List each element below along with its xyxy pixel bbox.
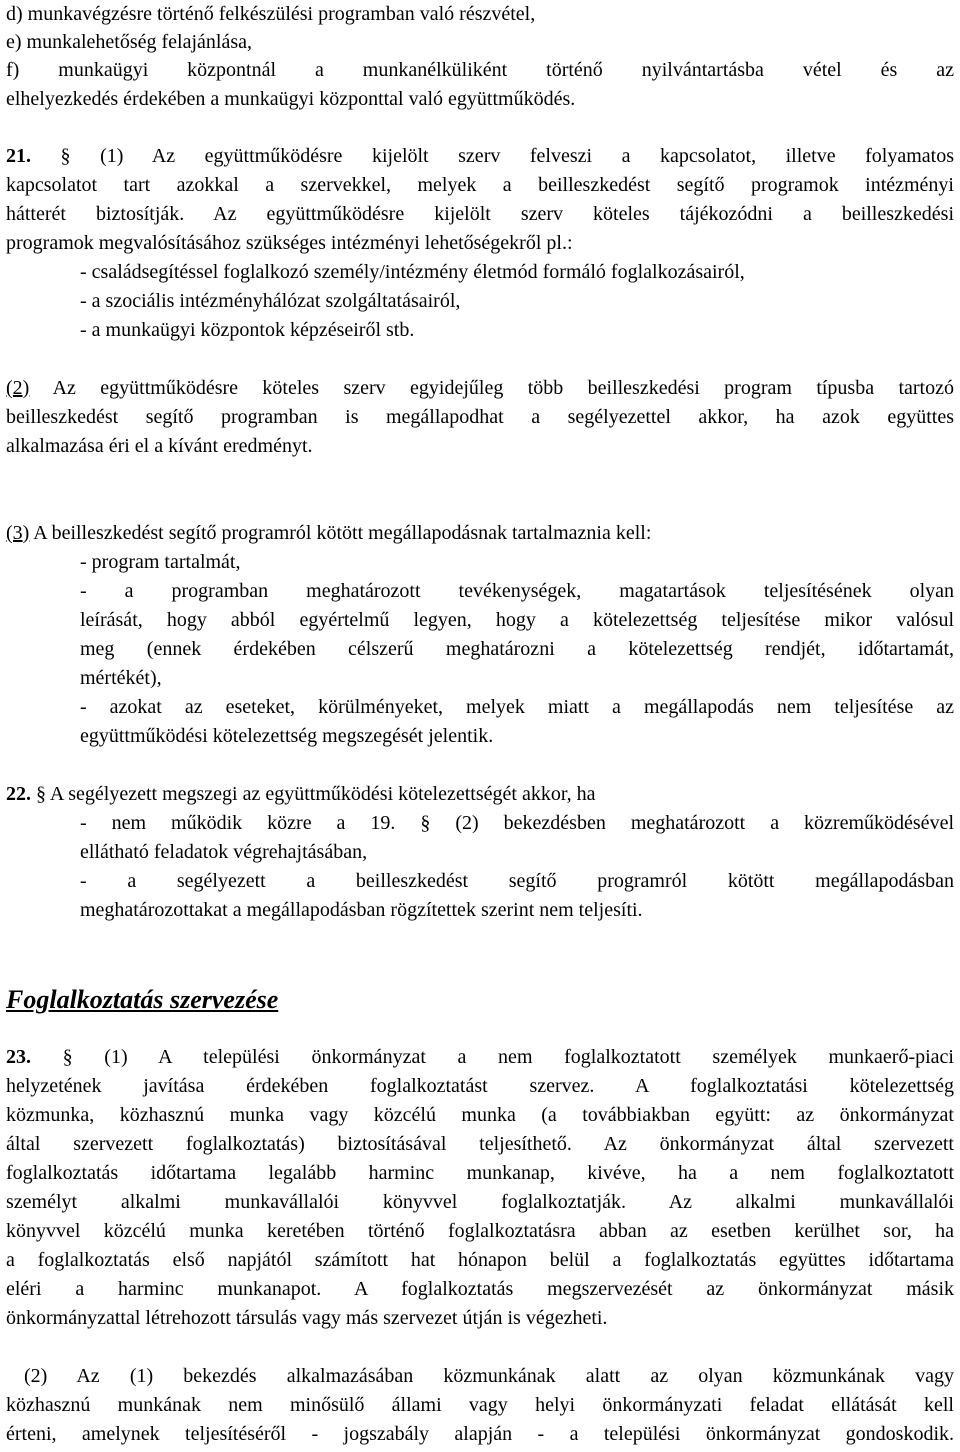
section-23-line-9: eléri a harminc munkanapot. A foglalkoztatás megszervezését az önkormányzat másik: [6, 1278, 954, 1300]
paragraph-text: Az együttműködésre köteles szerv egyidejűleg több beilleszkedési program típusba tartozó: [29, 377, 954, 399]
section-23-line-4: által szervezett foglalkoztatás) biztosításával teljesíthető. Az önkormányzat által szervezett: [6, 1133, 954, 1155]
section-23-paragraph-2-line-2: közhasznú munkának nem minősülő állami vagy helyi önkormányzati feladat ellátását kell: [6, 1394, 954, 1416]
section-text: § A segélyezett megszegi az együttműködési kötelezettségét akkor, ha: [31, 783, 596, 805]
section-22-bullet-2-line-1: - a segélyezett a beilleszkedést segítő programról kötött megállapodásban: [80, 870, 954, 892]
section-21-bullet-3: - a munkaügyi központok képzéseiről stb.: [80, 319, 415, 341]
section-22-bullet-1-line-1: - nem működik közre a 19. § (2) bekezdésben meghatározott a közreműködésével: [80, 812, 954, 834]
list-item-f-cont: elhelyezkedés érdekében a munkaügyi központtal való együttműködés.: [6, 88, 576, 110]
section-22-bullet-2-line-2: meghatározottakat a megállapodásban rögzítettek szerint nem teljesíti.: [80, 899, 643, 921]
paragraph-2-line-1: [6, 374, 954, 403]
paragraph-3-bullet-2-line-3: meg (ennek érdekében célszerű meghatározni a kötelezettség rendjét, időtartamát,: [80, 638, 954, 660]
paragraph-2-line-3: alkalmazása éri el a kívánt eredményt.: [6, 435, 313, 457]
paragraph-marker: (2): [6, 377, 30, 399]
section-number: 23.: [6, 1046, 31, 1068]
paragraph-3-bullet-2-line-1: - a programban meghatározott tevékenységek, magatartások teljesítésének olyan: [80, 580, 954, 602]
section-22-bullet-1-line-2: ellátható feladatok végrehajtásában,: [80, 841, 368, 863]
section-number: 21.: [6, 145, 31, 167]
list-item-f: f) munkaügyi központnál a munkanélküliként történő nyilvántartásba vétel és az: [6, 59, 954, 81]
section-23-paragraph-2-line-1: (2) Az (1) bekezdés alkalmazásában közmunkának alatt az olyan közmunkának vagy: [24, 1365, 954, 1387]
section-21-bullet-2: - a szociális intézményhálózat szolgáltatásairól,: [80, 290, 461, 312]
section-23-line-10: önkormányzattal létrehozott társulás vagy más szervezet útján is végezheti.: [6, 1307, 608, 1329]
section-heading: Foglalkoztatás szervezése: [6, 985, 279, 1014]
section-21-line-3: hátterét biztosítják. Az együttműködésre kijelölt szerv köteles tájékozódni a beilleszkedési: [6, 203, 954, 225]
list-item-d: d) munkavégzésre történő felkészülési programban való részvétel,: [6, 3, 536, 25]
section-23-paragraph-2-line-3: érteni, amelynek teljesítéséről - jogszabály alapján - a települési önkormányzat gondoskodik.: [6, 1423, 954, 1445]
paragraph-3-bullet-1: - program tartalmát,: [80, 551, 241, 573]
section-text: § (1) Az együttműködésre kijelölt szerv felveszi a kapcsolatot, illetve folyamatos: [60, 145, 954, 167]
section-21-line-1: [6, 142, 954, 171]
paragraph-3-bullet-3-line-1: - azokat az eseteket, körülményeket, melyek miatt a megállapodás nem teljesítése az: [80, 696, 954, 718]
paragraph-text: A beilleszkedést segítő programról kötött megállapodásnak tartalmaznia kell:: [29, 522, 652, 544]
paragraph-3-bullet-2-line-4: mértékét),: [80, 667, 162, 689]
section-23-line-3: közmunka, közhasznú munka vagy közcélú munka (a továbbiakban együtt: az önkormányzat: [6, 1104, 954, 1126]
section-23-line-8: a foglalkoztatás első napjától számított hat hónapon belül a foglalkoztatás együttes időtartama: [6, 1249, 954, 1271]
paragraph-2-line-2: beilleszkedést segítő programban is megállapodhat a segélyezettel akkor, ha azok együttes: [6, 406, 954, 428]
section-23-line-2: helyzetének javítása érdekében foglalkoztatást szervez. A foglalkoztatási kötelezettség: [6, 1075, 954, 1097]
section-22-line-1: [6, 780, 954, 809]
section-number: 22.: [6, 783, 31, 805]
section-23-line-7: könyvvel közcélú munka keretében történő foglalkoztatásra abban az esetben kerülhet sor, ha: [6, 1220, 954, 1242]
section-21-bullet-1: - családsegítéssel foglalkozó személy/intézmény életmód formáló foglalkozásairól,: [80, 261, 745, 283]
section-21-line-4: programok megvalósításához szükséges intézményi lehetőségekről pl.:: [6, 232, 573, 254]
paragraph-3-line-1: [6, 519, 954, 548]
paragraph-3-bullet-3-line-2: együttműködési kötelezettség megszegését jelentik.: [80, 725, 494, 747]
section-23-line-6: személyt alkalmi munkavállalói könyvvel foglalkoztatják. Az alkalmi munkavállalói: [6, 1191, 954, 1213]
paragraph-marker: (3): [6, 522, 30, 544]
section-23-line-1: [6, 1043, 954, 1072]
paragraph-3-bullet-2-line-2: leírását, hogy abból egyértelmű legyen, hogy a kötelezettség teljesítése mikor valósul: [80, 609, 954, 631]
section-text: § (1) A települési önkormányzat a nem foglalkoztatott személyek munkaerő-piaci: [31, 1046, 954, 1068]
section-21-line-2: kapcsolatot tart azokkal a szervekkel, melyek a beilleszkedést segítő programok intézményi: [6, 174, 954, 196]
section-23-line-5: foglalkoztatás időtartama legalább harminc munkanap, kivéve, ha a nem foglalkoztatott: [6, 1162, 954, 1184]
list-item-e: e) munkalehetőség felajánlása,: [6, 31, 252, 53]
